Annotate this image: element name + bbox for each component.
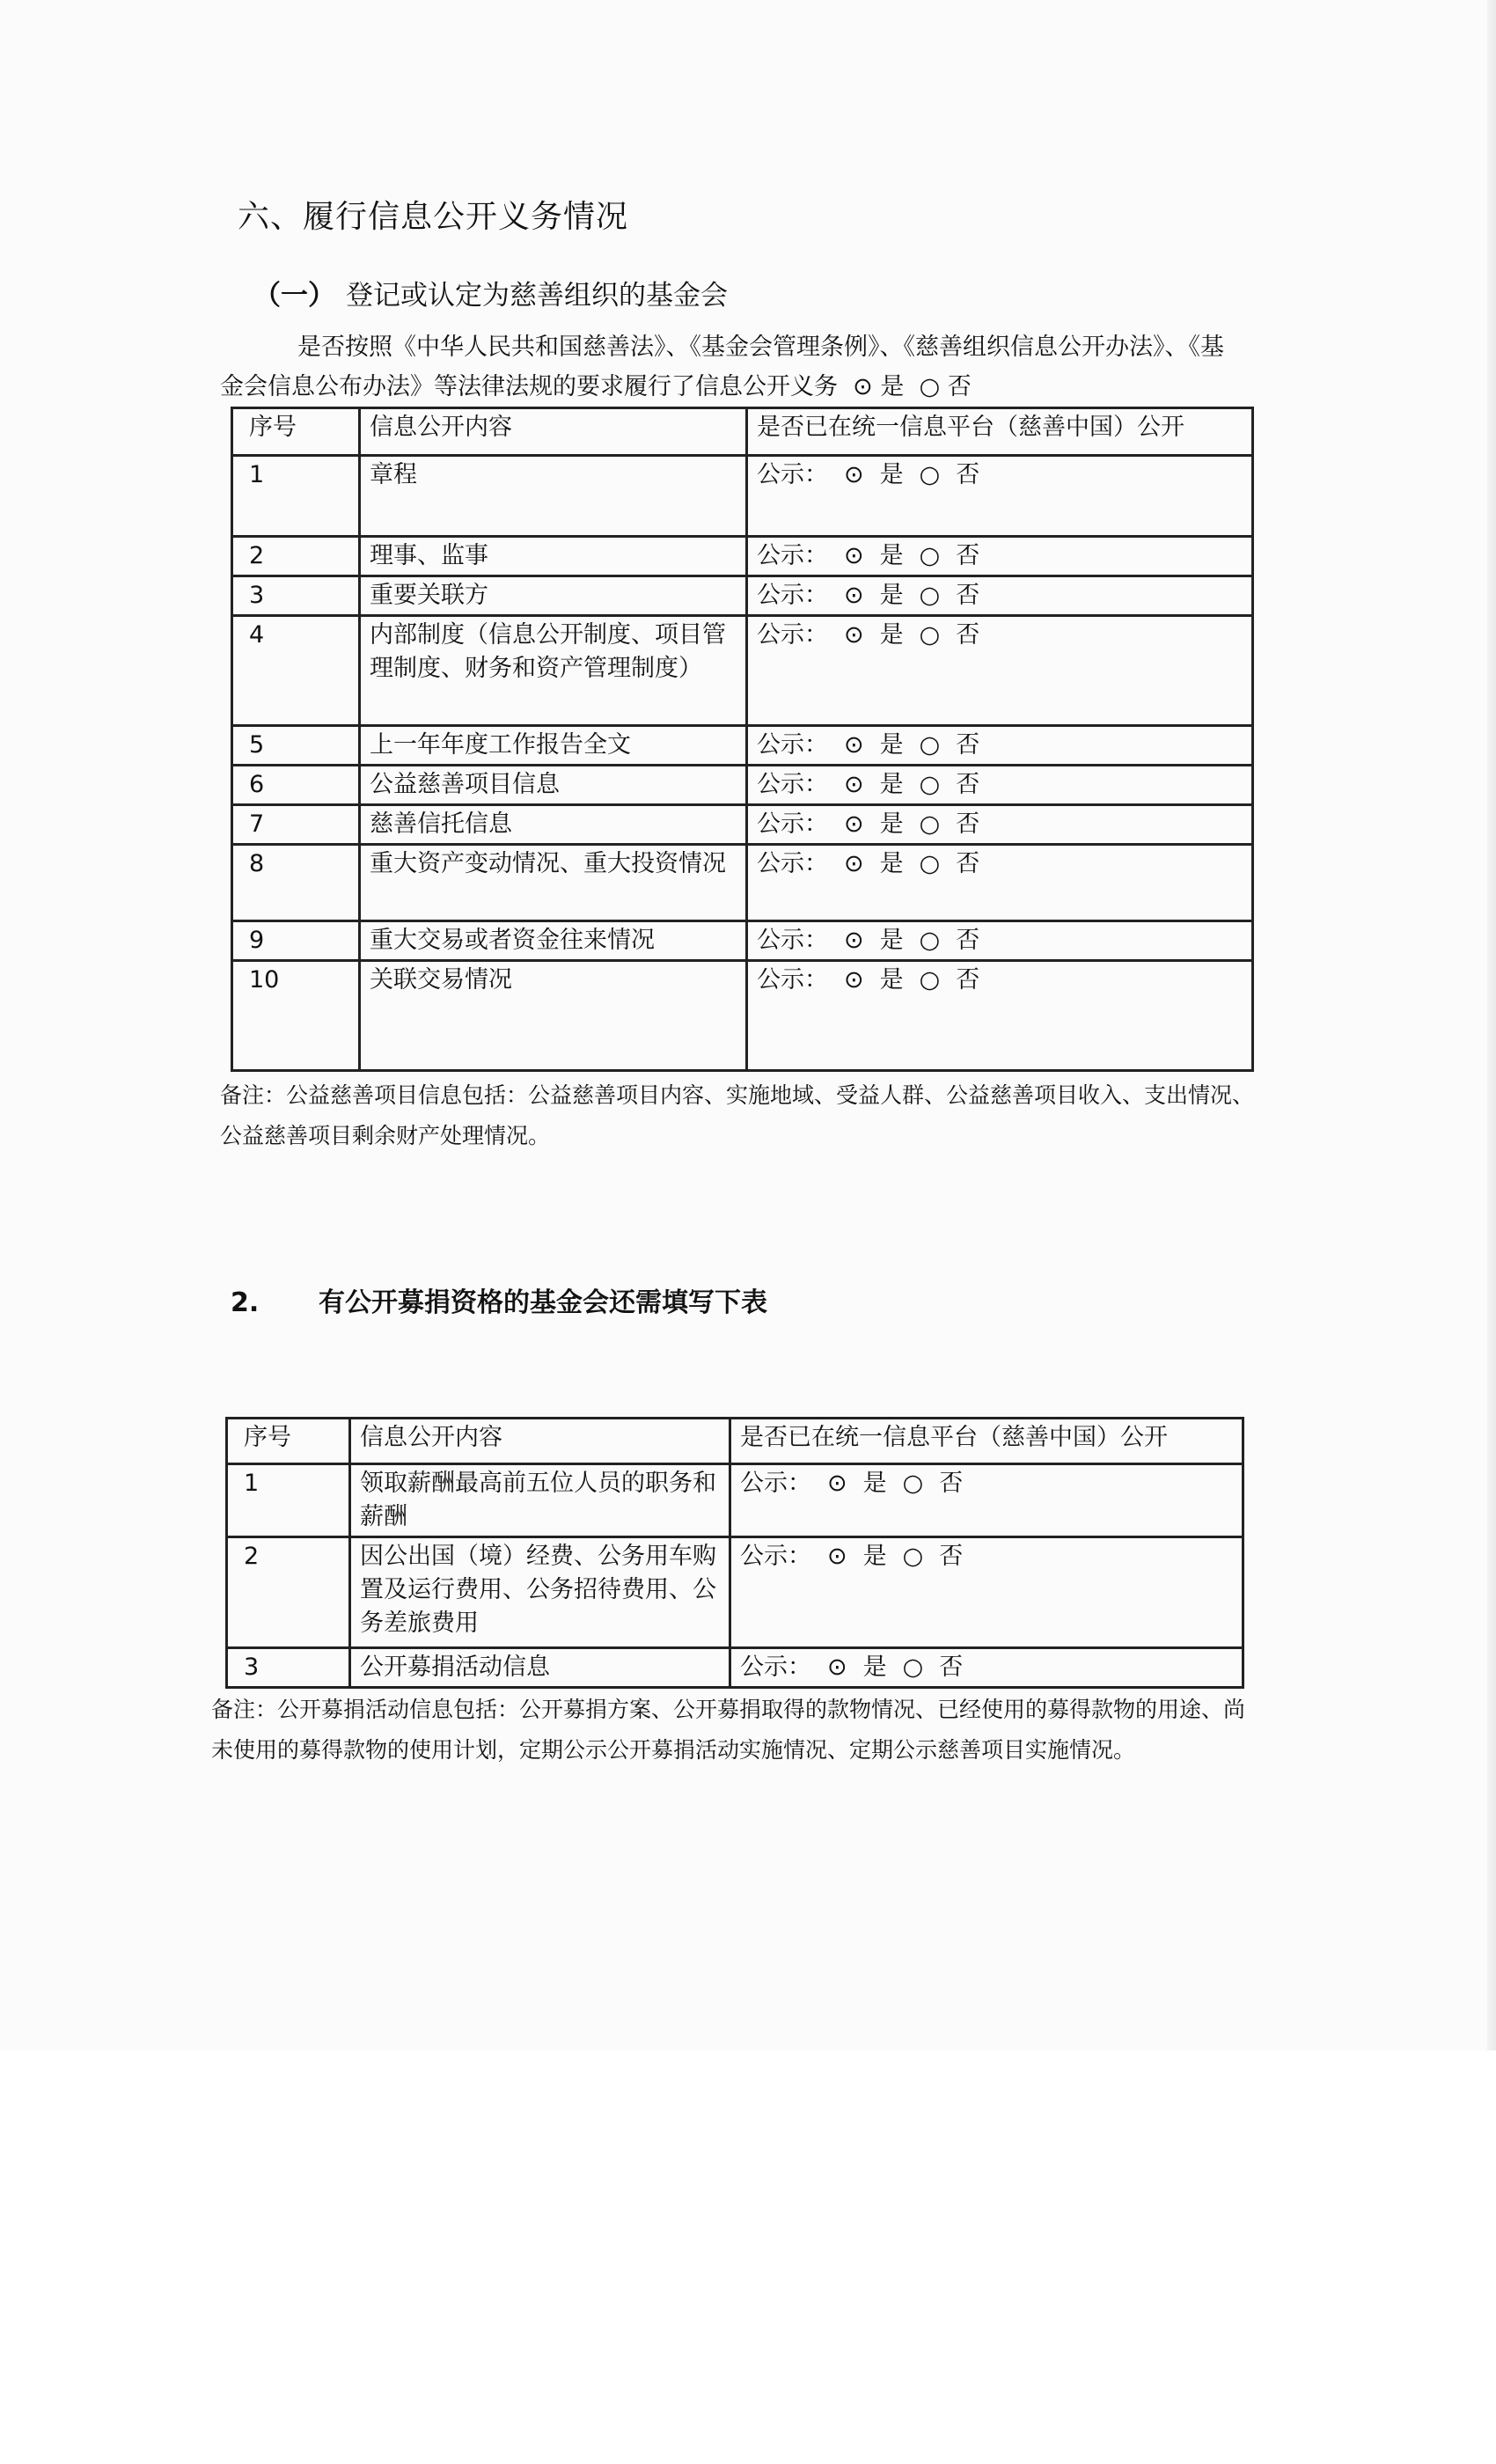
yes-label: 是 (879, 542, 904, 569)
yes-label: 是 (879, 582, 904, 609)
disclosure-status (747, 845, 1253, 921)
no-label: 否 (939, 1654, 964, 1681)
disclosure-prefix: 公示： (740, 1543, 811, 1570)
disclosure-prefix: 公示： (757, 927, 828, 954)
no-label: 否 (939, 1470, 964, 1497)
yes-label: 是 (862, 1470, 887, 1497)
table2-note: 备注：公开募捐活动信息包括：公开募捐方案、公开募捐取得的款物情况、已经使用的募得款物的用途、尚未使用的募得款物的使用计划，定期公示公开募捐活动实施情况、定期公示慈善项目实施情况。 (211, 1697, 1246, 1763)
no-radio-icon[interactable]: ○ (919, 461, 941, 488)
row-content: 领取薪酬最高前五位人员的职务和薪酬 (350, 1464, 730, 1537)
blank-area (0, 2050, 1496, 2464)
row-content: 因公出国（境）经费、公务用车购置及运行费用、公务招待费用、公务差旅费用 (350, 1537, 730, 1648)
scan-edge (1487, 0, 1496, 2050)
table-row (232, 766, 1253, 805)
no-radio-icon[interactable]: ○ (902, 1543, 924, 1570)
section2-number: 2. (231, 1287, 260, 1318)
table-header-row (227, 1419, 1243, 1464)
table-row (232, 537, 1253, 576)
yes-radio-icon[interactable]: ⊙ (827, 1543, 847, 1570)
yes-radio-icon[interactable]: ⊙ (827, 1470, 847, 1497)
header-cell: 信息公开内容 (360, 408, 747, 456)
disclosure-table (231, 407, 1254, 1072)
table-row (232, 961, 1253, 1071)
row-number: 1 (227, 1464, 350, 1537)
no-label: 否 (947, 373, 972, 400)
row-number: 9 (232, 921, 360, 961)
disclosure-prefix: 公示： (757, 850, 828, 877)
no-radio-icon[interactable]: ○ (919, 771, 941, 798)
yes-radio-icon[interactable]: ⊙ (844, 461, 864, 488)
no-label: 否 (956, 461, 980, 488)
disclosure-status (730, 1648, 1243, 1688)
intro-text: 是否按照《中华人民共和国慈善法》、《基金会管理条例》、《慈善组织信息公开办法》、《基金会信息公布办法》等法律法规的要求履行了信息公开义务 (220, 334, 1224, 400)
row-number: 10 (232, 961, 360, 1071)
header-cell: 是否已在统一信息平台（慈善中国）公开 (747, 408, 1253, 456)
yes-radio-icon[interactable]: ⊙ (853, 373, 873, 400)
header-cell: 是否已在统一信息平台（慈善中国）公开 (730, 1419, 1243, 1464)
no-label: 否 (956, 771, 980, 798)
no-label: 否 (956, 731, 980, 759)
disclosure-status (747, 726, 1253, 766)
yes-label: 是 (862, 1543, 887, 1570)
row-content: 上一年年度工作报告全文 (360, 726, 747, 766)
yes-label: 是 (879, 966, 904, 994)
fundraising-table (225, 1417, 1244, 1689)
yes-radio-icon[interactable]: ⊙ (844, 771, 864, 798)
row-number: 1 (232, 456, 360, 537)
row-number: 3 (232, 576, 360, 616)
yes-label: 是 (879, 927, 904, 954)
row-number: 3 (227, 1648, 350, 1688)
row-content: 重要关联方 (360, 576, 747, 616)
row-number: 2 (227, 1537, 350, 1648)
table-row (227, 1648, 1243, 1688)
no-radio-icon[interactable]: ○ (902, 1654, 924, 1681)
no-label: 否 (956, 582, 980, 609)
disclosure-status (747, 766, 1253, 805)
no-radio-icon[interactable]: ○ (919, 850, 941, 877)
disclosure-prefix: 公示： (757, 461, 828, 488)
row-number: 4 (232, 616, 360, 726)
no-label: 否 (956, 542, 980, 569)
row-number: 6 (232, 766, 360, 805)
table-row (232, 726, 1253, 766)
row-content: 内部制度（信息公开制度、项目管理制度、财务和资产管理制度） (360, 616, 747, 726)
yes-radio-icon[interactable]: ⊙ (844, 966, 864, 994)
no-radio-icon[interactable]: ○ (919, 966, 941, 994)
disclosure-status (730, 1537, 1243, 1648)
no-label: 否 (956, 810, 980, 838)
disclosure-status (747, 616, 1253, 726)
row-number: 7 (232, 805, 360, 845)
yes-label: 是 (880, 373, 905, 400)
no-label: 否 (956, 621, 980, 649)
header-cell: 信息公开内容 (350, 1419, 730, 1464)
yes-radio-icon[interactable]: ⊙ (844, 731, 864, 759)
no-radio-icon[interactable]: ○ (919, 810, 941, 838)
yes-radio-icon[interactable]: ⊙ (844, 810, 864, 838)
row-content: 章程 (360, 456, 747, 537)
disclosure-status (747, 537, 1253, 576)
header-cell: 序号 (232, 408, 360, 456)
table-row (232, 805, 1253, 845)
no-label: 否 (939, 1543, 964, 1570)
no-radio-icon[interactable]: ○ (919, 927, 941, 954)
row-number: 2 (232, 537, 360, 576)
no-radio-icon[interactable]: ○ (919, 582, 941, 609)
subsection-number: （一） (253, 280, 335, 312)
yes-radio-icon[interactable]: ⊙ (844, 542, 864, 569)
no-label: 否 (956, 966, 980, 994)
yes-label: 是 (879, 771, 904, 798)
row-number: 5 (232, 726, 360, 766)
yes-label: 是 (879, 850, 904, 877)
no-radio-icon[interactable]: ○ (919, 542, 941, 569)
row-content: 重大交易或者资金往来情况 (360, 921, 747, 961)
no-radio-icon[interactable]: ○ (919, 731, 941, 759)
disclosure-prefix: 公示： (740, 1654, 811, 1681)
section2-heading (231, 1280, 767, 1319)
disclosure-status (747, 805, 1253, 845)
disclosure-prefix: 公示： (757, 621, 828, 649)
yes-label: 是 (879, 461, 904, 488)
intro-paragraph (220, 327, 1228, 407)
row-content: 理事、监事 (360, 537, 747, 576)
disclosure-status (747, 456, 1253, 537)
row-content: 重大资产变动情况、重大投资情况 (360, 845, 747, 921)
no-label: 否 (956, 850, 980, 877)
yes-label: 是 (879, 731, 904, 759)
disclosure-prefix: 公示： (740, 1470, 811, 1497)
no-radio-icon[interactable]: ○ (919, 373, 941, 400)
no-label: 否 (956, 927, 980, 954)
row-content: 公开募捐活动信息 (350, 1648, 730, 1688)
yes-radio-icon[interactable]: ⊙ (844, 927, 864, 954)
row-content: 关联交易情况 (360, 961, 747, 1071)
disclosure-prefix: 公示： (757, 771, 828, 798)
section2-title: 有公开募捐资格的基金会还需填写下表 (319, 1287, 767, 1318)
disclosure-prefix: 公示： (757, 731, 828, 759)
subsection-title: 登记或认定为慈善组织的基金会 (346, 280, 728, 312)
no-radio-icon[interactable]: ○ (902, 1470, 924, 1497)
disclosure-status (747, 921, 1253, 961)
disclosure-status (730, 1464, 1243, 1537)
header-cell: 序号 (227, 1419, 350, 1464)
table-row (227, 1464, 1243, 1537)
subsection-heading (253, 273, 728, 312)
yes-radio-icon[interactable]: ⊙ (844, 850, 864, 877)
disclosure-prefix: 公示： (757, 966, 828, 994)
disclosure-status (747, 576, 1253, 616)
row-number: 8 (232, 845, 360, 921)
disclosure-prefix: 公示： (757, 542, 828, 569)
row-content: 慈善信托信息 (360, 805, 747, 845)
table-row (232, 845, 1253, 921)
table-row (232, 616, 1253, 726)
table-row (232, 921, 1253, 961)
yes-radio-icon[interactable]: ⊙ (844, 582, 864, 609)
disclosure-status (747, 961, 1253, 1071)
yes-radio-icon[interactable]: ⊙ (827, 1654, 847, 1681)
table1-note: 备注：公益慈善项目信息包括：公益慈善项目内容、实施地域、受益人群、公益慈善项目收入、支出情况、公益慈善项目剩余财产处理情况。 (220, 1082, 1255, 1148)
row-content: 公益慈善项目信息 (360, 766, 747, 805)
yes-radio-icon[interactable]: ⊙ (844, 621, 864, 649)
table-row (232, 576, 1253, 616)
section-title: 六、履行信息公开义务情况 (238, 199, 629, 235)
table-header-row (232, 408, 1253, 456)
table-row (227, 1537, 1243, 1648)
disclosure-prefix: 公示： (757, 582, 828, 609)
yes-label: 是 (862, 1654, 887, 1681)
no-radio-icon[interactable]: ○ (919, 621, 941, 649)
disclosure-prefix: 公示： (757, 810, 828, 838)
yes-label: 是 (879, 810, 904, 838)
yes-label: 是 (879, 621, 904, 649)
table-row (232, 456, 1253, 537)
